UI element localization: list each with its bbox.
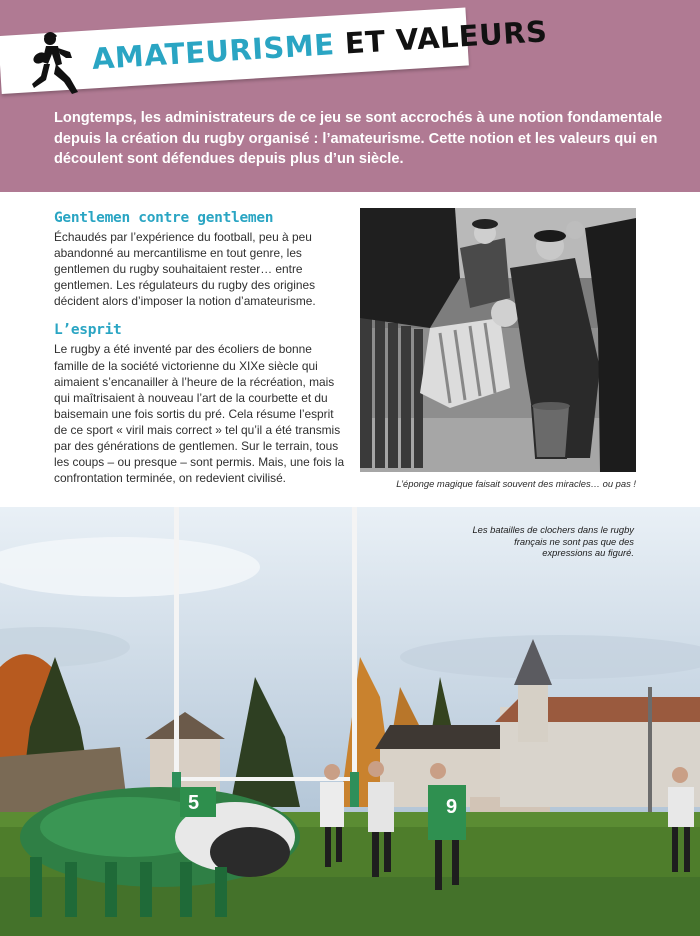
jersey-number-9: 9	[446, 796, 458, 818]
scrum-photo-caption: Les batailles de clochers dans le rugby français ne sont pas que des expressions au figuré.	[472, 524, 634, 559]
intro-paragraph: Longtemps, les administrateurs de ce jeu se sont accrochés à une notion fondamentale depuis la création du rugby organisé : l’amateurisme. Cette notion et les valeurs qui en découlent sont défendues depuis plus d’un siècle.	[54, 110, 663, 167]
section-heading-gentlemen: Gentlemen contre gentlemen	[54, 210, 274, 226]
title-accent: AMATEURISME	[90, 27, 336, 76]
section-body-esprit: Le rugby a été inventé par des écoliers de bonne famille de la société victorienne du XIXe siècle qui aimaient s’encanailler à l’heure de la récréation, mais qui maîtrisaient à nouveau l’art de la courbette et du baisemain une fois sortis du pré. Cela résume l’esprit de ce sport « viril mais correct » tel qu’il a été transmis par des générations de gentlemen. Sur le terrain, tous les coups – ou presque – sont permis. Mais, une fois la confrontation terminée, on redevient civilisé.	[54, 342, 345, 486]
section-body-gentlemen: Échaudés par l’expérience du football, peu à peu abandonné au mercantilisme en tout genre, les gentlemen du rugby souhaitaient rester… entre gentlemen. Les régulateurs du rugby des origines décident alors d’imposer la notion d’amateurisme.	[54, 230, 316, 309]
section-heading-esprit: L’esprit	[54, 322, 122, 339]
jersey-number-5: 5	[188, 792, 200, 814]
rugby-player-icon	[26, 30, 86, 100]
sponge-photo	[360, 208, 636, 472]
scrum-photo	[0, 507, 700, 936]
sponge-photo-caption: L’éponge magique faisait souvent des miracles… ou pas !	[396, 478, 636, 489]
title-rest: ET VALEURS	[343, 14, 549, 61]
text-column	[54, 210, 346, 486]
